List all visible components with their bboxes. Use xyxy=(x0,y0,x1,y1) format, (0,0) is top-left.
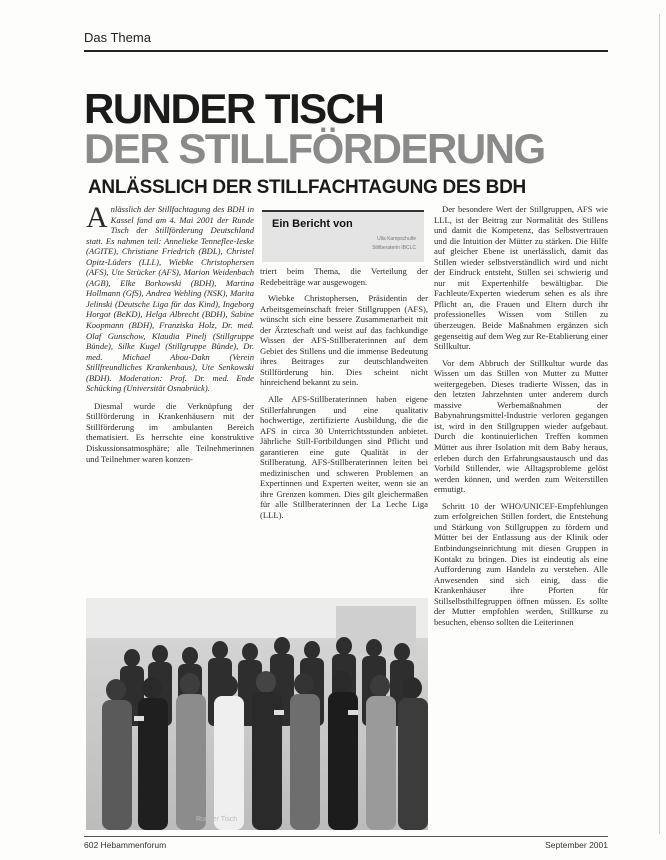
article-column-2 xyxy=(260,266,428,590)
paragraph: Vor dem Abbruch der Stillkultur wurde das Wissen um das Stillen von Mutter zu Mutter weitergegeben. Dieses tradierte Wissen, das in den letzten Jahrzehnten unter anderem durch massive Werbemaßnahmen der Babynahrungsmittel-Industrie verloren gegangen ist, wird in den Stillgruppen wieder aufgebaut. Durch die kontinuierlichen Treffen kommen Mütter aus ihrer Isolation mit dem Baby heraus, erleben durch den Erfahrungsaustausch und das Vorbild Stillender, wie Alltagsprobleme gelöst werden können, und werden zum Weiterstillen ermutigt. xyxy=(434,357,608,495)
paragraph: Diesmal wurde die Verknüpfung der Stillförderung in Krankenhäusern mit der Stillförderung im ambulanten Bereich thematisiert. Es herrschte eine konstruktive Diskussionsatmosphäre; alle Teilnehmerinnen und Teilnehmer waren konzen- xyxy=(86,400,254,464)
author-box-title: Ein Bericht von xyxy=(272,218,353,230)
headline-line-1: RUNDER TISCH xyxy=(84,85,384,132)
paragraph: Der besondere Wert der Stillgruppen, AFS wie LLL, ist der Beitrag zur Normalität des Stillens und damit die Kompetenz, das Selbstvertrauen und die Intuition der Mütter zu stärken. Die Hilfe auf gleicher Ebene ist unerlässlich, damit das Stillen wieder selbstverständlich wird und nicht der Eindruck entsteht, Stillen sei schwierig und nur mit Expertenhilfe bewältigbar. Die Fachleute/Experten wiederum sehen es als ihre Pflicht an, die Frauen und Eltern durch ihr professionelles Wissen vom Stillen zu überzeugen. Beide Maßnahmen ergänzen sich gegenseitig auf dem Weg zur Re-Etablierung einer Stillkultur. xyxy=(434,204,608,352)
group-photo xyxy=(86,598,428,830)
paragraph: Wiebke Christophersen, Präsidentin der Arbeitsgemeinschaft freier Stillgruppen (AFS), wünscht sich eine bessere Zusammenarbeit mit der Ärzteschaft und weist auf das fachkundige Wissen der AFS-Stillberaterinnen auf dem Gebiet des Stillens und die immense Bedeutung ihres Beitrages zur deutschlandweiten Stillförderung hin. Dies scheint nicht hinreichend bekannt zu sein. xyxy=(260,293,428,388)
headline-subtitle: ANLÄSSLICH DER STILLFACHTAGUNG DES BDH xyxy=(88,177,526,198)
author-role: Stillberaterin IBCLC xyxy=(372,245,416,251)
footer-page-info: 602 Hebammenforum xyxy=(84,840,167,850)
intro-text: nlässlich der Stillfachtagung des BDH in Kassel fand am 4. Mai 2001 der Runde Tisch der Stillförderung Deutschland statt. Es nahmen teil: Annelieke Tenneflee-Ieske (AGITE), Christiane Friedrich (BDL), Christel Opitz-Lüders (LLL), Wiebke Christophersen (AFS), Ute Strücker (AFS), Marion Weidenbach (AGB), Elke Borkowski (BDH), Martina Hollmann (GfS), Andrea Wehling (NSK), Marita Jelinski (Deutsche Liga für das Kind), Ingeborg Horgot (BeKD), Helga Albrecht (BDH), Sabine Koopmann (BDH), Franziska Holz, Dr. med. Olaf Gunschow, Klaudia Pinelj (Stillgruppe Bünde), Silke Kugel (Stillgruppe Bünde), Dr. med. Michael Abou-Dakn (Verein Stillfreundliches Krankenhaus), Ute Senkowski (BDH). Moderation: Prof. Dr. med. Ende Schücking (Universität Osnabrück). xyxy=(86,204,254,394)
paragraph: triert beim Thema, die Verteilung der Redebeiträge war ausgewogen. xyxy=(260,266,428,287)
author-box xyxy=(262,210,424,262)
article-column-3 xyxy=(434,204,608,834)
section-rubric: Das Thema xyxy=(84,30,151,45)
author-name: Ulla Kampschulte xyxy=(377,236,416,242)
paragraph: Schritt 10 der WHO/UNICEF-Empfehlungen zum erfolgreichen Stillen fordert, die Entstehung und Stärkung von Stillgruppen zu fördern und Mütter bei der Entlassung aus der Klinik oder Entbindungseinrichtung mit diesen Gruppen in Kontakt zu bringen. Dies ist eindeutig als eine Aufforderung zum Handeln zu verstehen. Alle Anwesenden sind sich einig, dass die Krankenhäuser ihre Pforten für Stillselbsthilfegruppen öffnen müssen. Es sollte der Mutter empfohlen werden, Stillkurse zu besuchen, ebenso sollten die Leiterinnen xyxy=(434,500,608,627)
footer-rule xyxy=(84,836,608,837)
footer-issue-date: September 2001 xyxy=(545,840,608,850)
group-photo-illustration xyxy=(86,598,428,830)
article-column-1 xyxy=(86,204,254,589)
photo-caption: Runder Tisch xyxy=(196,816,238,823)
paragraph: Alle AFS-Stillberaterinnen haben eigene Stillerfahrungen und eine qualitativ hochwertige, zertifizierte Ausbildung, die die AFS in circa 30 Unterrichtsstunden anbietet. Jährliche Still-Fortbildungen sind Pflicht und garantieren eine gute Qualität in der Stillberatung. AFS-Stillberaterinnen leiten bei medizinischen und schweren Problemen an Expertinnen und Experten weiter, wenn sie an ihre Grenzen kommen. Dies gilt gleichermaßen für alle Stillberaterinnen der La Leche Liga (LLL). xyxy=(260,394,428,521)
headline-line-2: DER STILLFÖRDERUNG xyxy=(84,125,545,172)
drop-cap: A xyxy=(86,204,108,234)
rubric-rule xyxy=(84,50,608,52)
intro-paragraph xyxy=(86,204,254,394)
